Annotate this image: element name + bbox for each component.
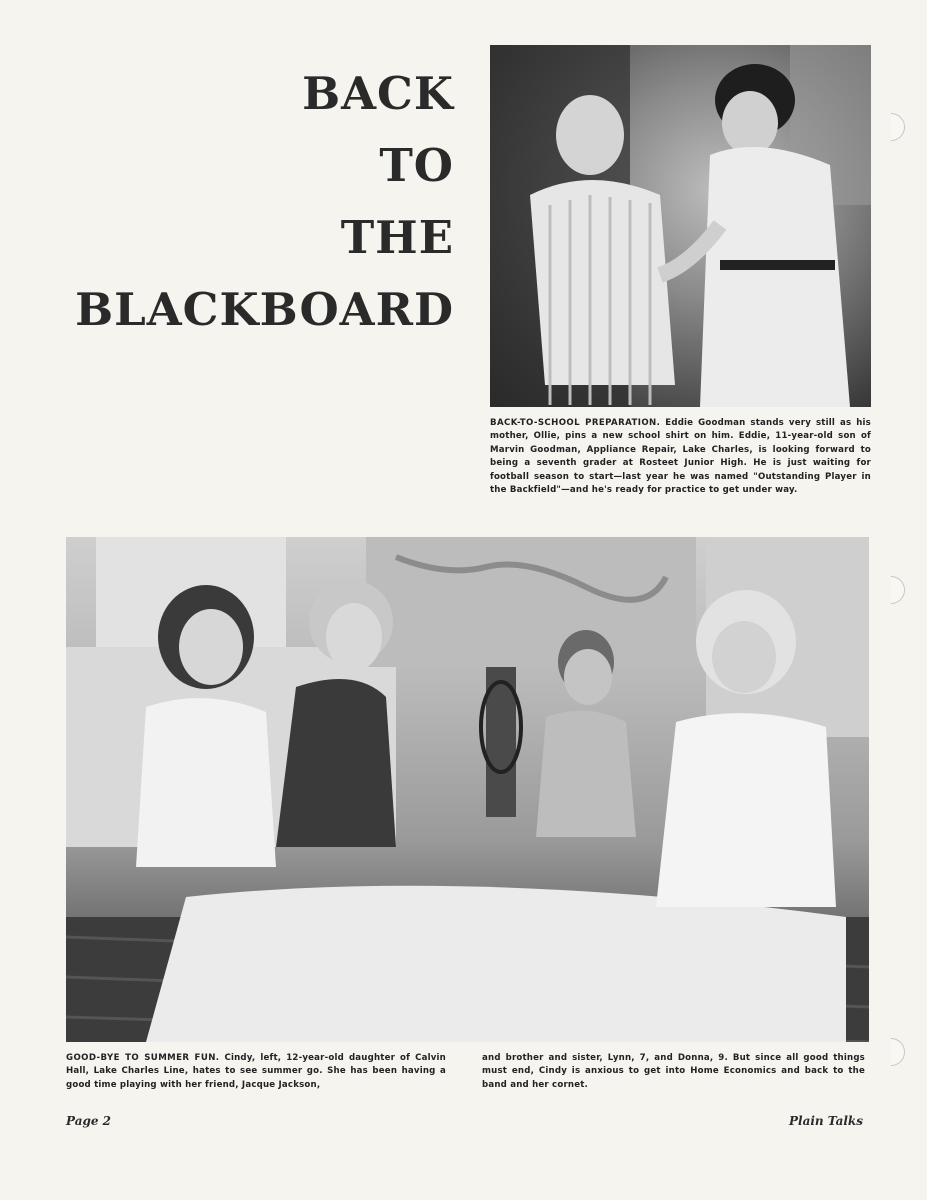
binder-hole — [877, 576, 905, 604]
headline-line-2: TO — [379, 139, 454, 192]
photo-children-playing — [66, 537, 869, 1042]
caption-body: and brother and sister, Lynn, 7, and Donna, 9. But since all good things must end, Cindy is anxious to get into Home Economics and back to the band and her cornet. — [482, 1053, 865, 1090]
page-number: Page 2 — [66, 1114, 112, 1128]
binder-hole — [877, 113, 905, 141]
caption-body: Cindy, left, 12-year-old daughter of Calvin Hall, Lake Charles Line, hates to see summer go. She has been having a good time playing with her friend, Jacque Jackson, — [66, 1053, 446, 1090]
headline — [74, 58, 454, 346]
caption-summer-fun-continued — [482, 1052, 865, 1092]
headline-line-1: BACK — [302, 67, 454, 120]
caption-back-to-school — [490, 417, 871, 497]
photo-mother-pinning-shirt — [490, 45, 871, 407]
caption-lead: GOOD-BYE TO SUMMER FUN. — [66, 1053, 220, 1063]
headline-line-4: BLACKBOARD — [75, 283, 454, 336]
caption-lead: BACK-TO-SCHOOL PREPARATION. — [490, 418, 661, 428]
caption-body: Eddie Goodman stands very still as his mother, Ollie, pins a new school shirt on him. Eddie, 11-year-old son of Marvin Goodman, Appliance Repair, Lake Charles, is looking forward to being a seventh grader at Rosteet Junior High. He is just waiting for football season to start—last year he was named "Outstanding Player in the Backfield"—and he's ready for practice to get under way. — [490, 418, 871, 496]
caption-summer-fun — [66, 1052, 446, 1092]
headline-line-3: THE — [340, 211, 454, 264]
binder-hole — [877, 1038, 905, 1066]
publication-name: Plain Talks — [788, 1114, 863, 1128]
